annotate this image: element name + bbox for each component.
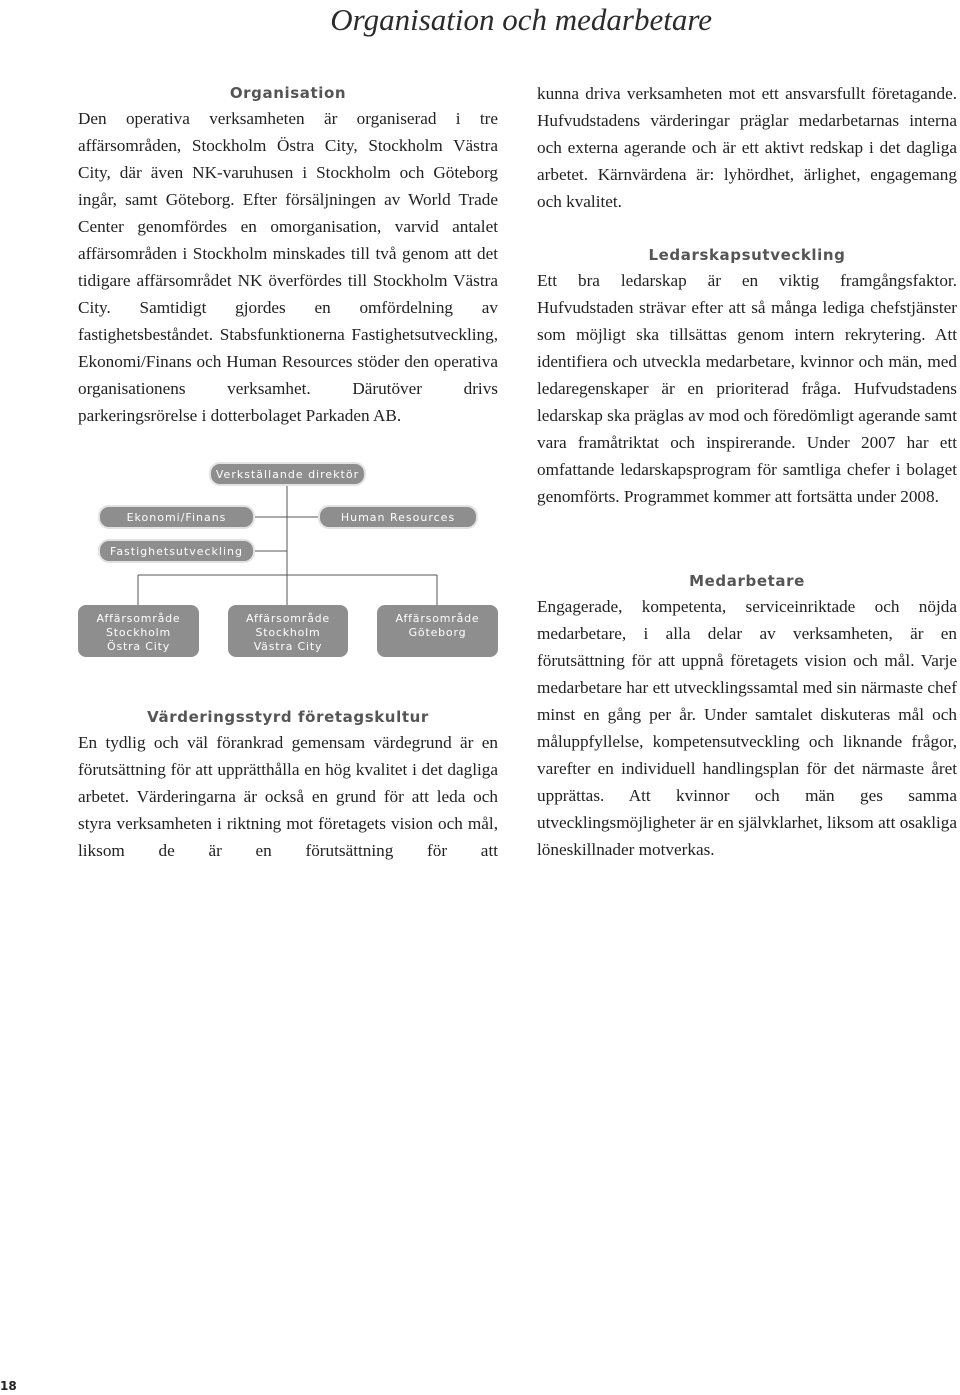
page-number: 18 (0, 1379, 17, 1393)
org-chart (78, 460, 498, 660)
page-title: Organisation och medarbetare (330, 2, 712, 37)
culture-continuation-section (537, 80, 957, 215)
ceo-box: Verkställande direktör (209, 462, 366, 486)
culture-text: En tydlig och väl förankrad gemensam värdegrund är en förutsättning för att upprätthålla en hög kvalitet i det dagliga arbetet. Värderingarna är också en grund för att leda och styra verksamheten i riktning mot företagets vision och mål, liksom de är en förutsättning för att (78, 733, 498, 860)
leadership-text: Ett bra ledarskap är en viktig framgångsfaktor. Hufvudstaden strävar efter att så många lediga chefstjänster som möjligt ska tillsättas genom intern rekrytering. Att identifiera och utveckla medarbetare, kvinnor och män, med ledaregenskaper är en prioriterad fråga. Hufvudstadens ledarskap ska präglas av mod och föredömligt agerande samt vara framåtriktat och inspirerande. Under 2007 har ett omfattande ledarskapsprogram för samtliga chefer i bolaget genomförts. Programmet kommer att fortsätta under 2008. (537, 271, 957, 506)
organisation-heading: Organisation (229, 84, 347, 102)
development-box: Fastighetsutveckling (98, 539, 255, 563)
employees-section (537, 572, 957, 863)
unit-box-vastra-city: Affärsområde Stockholm Västra City (228, 605, 348, 657)
unit-box-ostra-city: Affärsområde Stockholm Östra City (78, 605, 199, 657)
organisation-section (78, 84, 498, 429)
leadership-section (537, 246, 957, 510)
hr-box: Human Resources (318, 505, 478, 529)
employees-text: Engagerade, kompetenta, serviceinriktade och nöjda medarbetare, i alla delar av verksamheten, är en förutsättning för att uppnå företagets vision och mål. Varje medarbetare har ett utvecklingssamtal med sin närmaste chef minst en gång per år. Under samtalet diskuteras mål och måluppfyllelse, kompetensutveckling och liknande frågor, varefter en individuell handlingsplan för det närmaste året upprättas. Att kvinnor och män ges samma utvecklingsmöjligheter är en självklarhet, liksom att osakliga löneskillnader motverkas. (537, 597, 957, 859)
finance-box: Ekonomi/Finans (98, 505, 255, 529)
culture-continuation-text: kunna driva verksamheten mot ett ansvarsfullt företagande. Hufvudstadens värderingar präglar medarbetarnas interna och externa agerande och är ett aktivt redskap i det dagliga arbetet. Kärnvärdena är: lyhördhet, ärlighet, engagemang och kvalitet. (537, 84, 957, 211)
organisation-text: Den operativa verksamheten är organiserad i tre affärsområden, Stockholm Östra City, Stockholm Västra City, där även NK-varuhusen i Stockholm och Göteborg ingår, samt Göteborg. Efter försäljningen av World Trade Center genomfördes en omorganisation, varvid antalet affärsområden i Stockholm minskades till två genom att det tidigare affärsområdet NK överfördes till Stockholm Västra City. Samtidigt gjordes en omfördelning av fastighetsbeståndet. Stabsfunktionerna Fastighetsutveckling, Ekonomi/Finans och Human Resources stöder den operativa organisationens verksamhet. Därutöver drivs parkeringsrörelse i dotterbolaget Parkaden AB. (78, 109, 498, 425)
culture-heading: Värderingsstyrd företagskultur (147, 708, 429, 726)
unit-box-goteborg: Affärsområde Göteborg (377, 605, 498, 657)
leadership-heading: Ledarskapsutveckling (648, 246, 846, 264)
employees-heading: Medarbetare (689, 572, 805, 590)
culture-section (78, 708, 498, 864)
